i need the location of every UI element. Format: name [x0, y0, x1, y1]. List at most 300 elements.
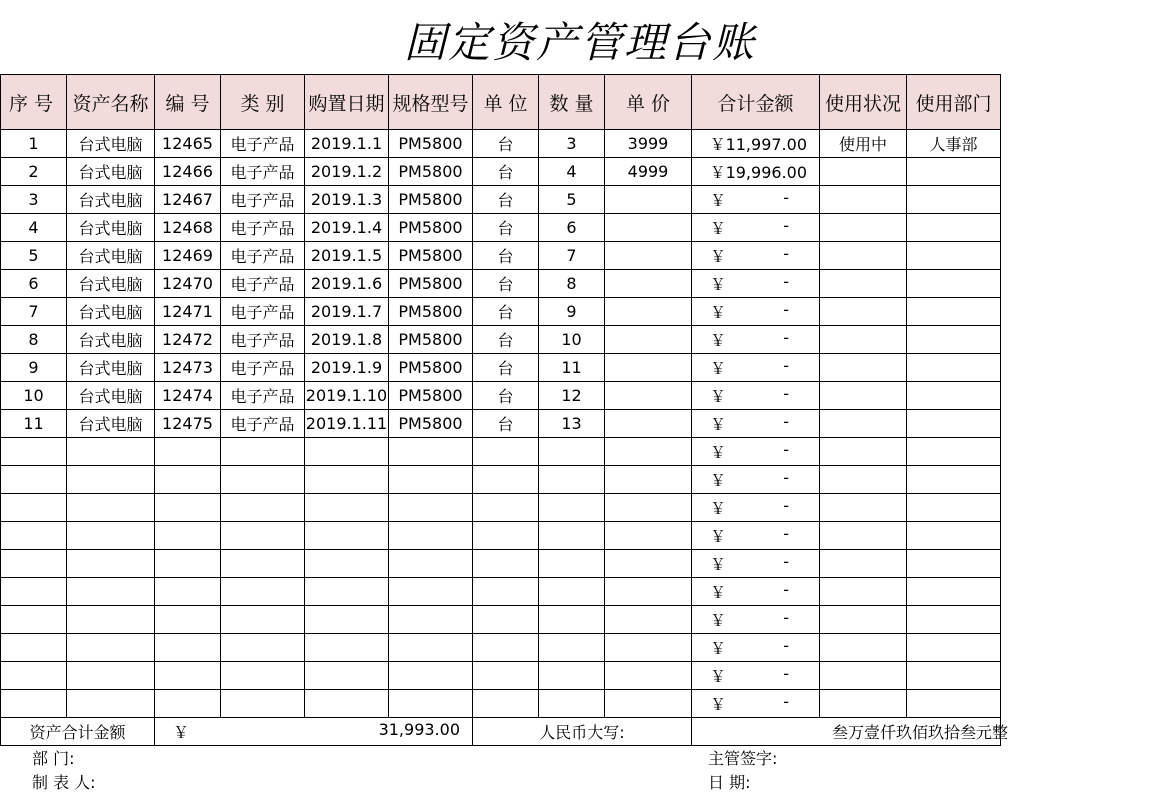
header-cell: 类 别 [221, 75, 305, 130]
cell-status[interactable] [820, 662, 907, 690]
cell-unit[interactable] [473, 522, 539, 550]
cell-date[interactable]: 2019.1.5 [305, 242, 389, 270]
cell-qty[interactable] [539, 606, 605, 634]
cell-qty[interactable] [539, 522, 605, 550]
cell-code[interactable] [155, 522, 221, 550]
cell-price[interactable] [605, 214, 692, 242]
cell-price[interactable] [605, 438, 692, 466]
cell-cat[interactable]: 电子产品 [221, 298, 305, 326]
cell-code[interactable]: 12468 [155, 214, 221, 242]
cell-dept[interactable] [907, 578, 1001, 606]
cell-total[interactable] [692, 634, 820, 662]
cell-status[interactable] [820, 522, 907, 550]
cell-name[interactable] [67, 634, 155, 662]
cell-code[interactable]: 12471 [155, 298, 221, 326]
cell-unit[interactable]: 台 [473, 158, 539, 186]
cell-dept[interactable] [907, 298, 1001, 326]
cell-unit[interactable]: 台 [473, 410, 539, 438]
currency-symbol: ￥ [710, 247, 727, 266]
cell-no[interactable]: 11 [1, 410, 67, 438]
cell-status[interactable] [820, 438, 907, 466]
cell-dept[interactable] [907, 354, 1001, 382]
cell-date[interactable] [305, 550, 389, 578]
cell-unit[interactable]: 台 [473, 382, 539, 410]
cell-code[interactable]: 12473 [155, 354, 221, 382]
cell-status[interactable] [820, 606, 907, 634]
cell-model[interactable]: PM5800 [389, 130, 473, 158]
cell-no[interactable] [1, 466, 67, 494]
cell-status[interactable] [820, 298, 907, 326]
cell-total[interactable] [692, 354, 820, 382]
cell-qty[interactable] [539, 438, 605, 466]
cell-total[interactable]: ￥11,997.00 [692, 130, 820, 158]
cell-no[interactable]: 3 [1, 186, 67, 214]
cell-name[interactable] [67, 606, 155, 634]
cell-date[interactable]: 2019.1.10 [305, 382, 389, 410]
cell-code[interactable]: 12465 [155, 130, 221, 158]
cell-cat[interactable] [221, 466, 305, 494]
cell-name[interactable] [67, 578, 155, 606]
currency-symbol: ￥ [710, 527, 727, 546]
cell-name[interactable]: 台式电脑 [67, 186, 155, 214]
cell-model[interactable]: PM5800 [389, 242, 473, 270]
cell-dept[interactable] [907, 606, 1001, 634]
cell-date[interactable] [305, 522, 389, 550]
cell-price[interactable] [605, 270, 692, 298]
cell-qty[interactable]: 13 [539, 410, 605, 438]
total-label[interactable]: 资产合计金额 [1, 718, 155, 746]
cell-qty[interactable]: 8 [539, 270, 605, 298]
cell-date[interactable] [305, 466, 389, 494]
total-currency: ￥ [173, 723, 190, 742]
header-cell [1, 75, 67, 130]
cell-total[interactable] [692, 550, 820, 578]
dash: - [783, 300, 789, 319]
cell-model[interactable]: PM5800 [389, 270, 473, 298]
cell-total[interactable] [692, 522, 820, 550]
cell-code[interactable] [155, 690, 221, 718]
cell-date[interactable] [305, 690, 389, 718]
table-row [1, 606, 1001, 634]
cell-unit[interactable] [473, 606, 539, 634]
cell-dept[interactable] [907, 382, 1001, 410]
cell-price[interactable] [605, 578, 692, 606]
cell-price[interactable] [605, 326, 692, 354]
cell-price[interactable] [605, 494, 692, 522]
cell-price[interactable] [605, 662, 692, 690]
cell-status[interactable] [820, 466, 907, 494]
cell-cat[interactable]: 电子产品 [221, 214, 305, 242]
cell-price[interactable] [605, 186, 692, 214]
cell-dept[interactable] [907, 466, 1001, 494]
cell-price[interactable] [605, 298, 692, 326]
cell-price[interactable]: 4999 [605, 158, 692, 186]
rmb-label[interactable]: 人民币大写: [473, 718, 692, 746]
cell-qty[interactable]: 7 [539, 242, 605, 270]
cell-no[interactable] [1, 550, 67, 578]
currency-symbol: ￥ [710, 387, 727, 406]
ledger-body [1, 130, 1001, 718]
cell-date[interactable] [305, 662, 389, 690]
cell-code[interactable] [155, 578, 221, 606]
cell-total[interactable] [692, 606, 820, 634]
cell-no[interactable] [1, 690, 67, 718]
cell-dept[interactable] [907, 410, 1001, 438]
cell-unit[interactable] [473, 494, 539, 522]
cell-status[interactable] [820, 578, 907, 606]
cell-no[interactable] [1, 438, 67, 466]
cell-code[interactable] [155, 550, 221, 578]
cell-no[interactable]: 6 [1, 270, 67, 298]
cell-model[interactable] [389, 522, 473, 550]
table-row [1, 186, 1001, 214]
cell-date[interactable] [305, 578, 389, 606]
cell-code[interactable]: 12469 [155, 242, 221, 270]
cell-status[interactable] [820, 410, 907, 438]
cell-qty[interactable]: 6 [539, 214, 605, 242]
cell-qty[interactable]: 12 [539, 382, 605, 410]
cell-unit[interactable]: 台 [473, 130, 539, 158]
cell-price[interactable] [605, 410, 692, 438]
cell-date[interactable]: 2019.1.7 [305, 298, 389, 326]
cell-cat[interactable] [221, 550, 305, 578]
dash: - [783, 664, 789, 683]
cell-no[interactable] [1, 522, 67, 550]
cell-price[interactable] [605, 466, 692, 494]
cell-model[interactable]: PM5800 [389, 158, 473, 186]
header-cell: 合计金额 [692, 75, 820, 130]
cell-price[interactable] [605, 606, 692, 634]
cell-cat[interactable]: 电子产品 [221, 242, 305, 270]
cell-code[interactable] [155, 634, 221, 662]
rmb-value[interactable]: 叁万壹仟玖佰玖拾叁元整 [692, 718, 1001, 746]
cell-dept[interactable] [907, 158, 1001, 186]
cell-code[interactable] [155, 466, 221, 494]
cell-price[interactable] [605, 690, 692, 718]
cell-qty[interactable]: 10 [539, 326, 605, 354]
cell-date[interactable]: 2019.1.11 [305, 410, 389, 438]
cell-name[interactable] [67, 522, 155, 550]
cell-qty[interactable] [539, 578, 605, 606]
total-row [1, 718, 1001, 746]
cell-total[interactable] [692, 298, 820, 326]
cell-status[interactable] [820, 214, 907, 242]
cell-total[interactable] [692, 466, 820, 494]
cell-cat[interactable] [221, 662, 305, 690]
table-row [1, 214, 1001, 242]
cell-total[interactable] [692, 242, 820, 270]
dash: - [783, 496, 789, 515]
cell-dept[interactable] [907, 634, 1001, 662]
cell-dept[interactable] [907, 214, 1001, 242]
cell-dept[interactable] [907, 186, 1001, 214]
header-cell: 资产名称 [67, 75, 155, 130]
cell-cat[interactable] [221, 690, 305, 718]
cell-status[interactable] [820, 634, 907, 662]
cell-price[interactable] [605, 634, 692, 662]
cell-date[interactable]: 2019.1.4 [305, 214, 389, 242]
cell-dept[interactable]: 人事部 [907, 130, 1001, 158]
cell-unit[interactable] [473, 634, 539, 662]
cell-name[interactable]: 台式电脑 [67, 298, 155, 326]
cell-status[interactable] [820, 494, 907, 522]
cell-cat[interactable] [221, 494, 305, 522]
cell-total[interactable] [692, 410, 820, 438]
cell-model[interactable] [389, 662, 473, 690]
cell-date[interactable]: 2019.1.3 [305, 186, 389, 214]
cell-model[interactable] [389, 494, 473, 522]
cell-unit[interactable]: 台 [473, 354, 539, 382]
cell-unit[interactable]: 台 [473, 298, 539, 326]
currency-symbol: ￥ [710, 639, 727, 658]
cell-status[interactable]: 使用中 [820, 130, 907, 158]
cell-code[interactable]: 12472 [155, 326, 221, 354]
maker-label: 制 表 人: [32, 773, 96, 792]
cell-total[interactable]: ￥19,996.00 [692, 158, 820, 186]
cell-qty[interactable] [539, 466, 605, 494]
currency-symbol: ￥ [710, 667, 727, 686]
cell-no[interactable] [1, 634, 67, 662]
table-row [1, 298, 1001, 326]
currency-symbol: ￥ [710, 359, 727, 378]
cell-no[interactable] [1, 662, 67, 690]
cell-unit[interactable] [473, 578, 539, 606]
table-row [1, 410, 1001, 438]
table-row [1, 242, 1001, 270]
cell-name[interactable]: 台式电脑 [67, 410, 155, 438]
cell-no[interactable]: 10 [1, 382, 67, 410]
cell-unit[interactable]: 台 [473, 242, 539, 270]
cell-total[interactable] [692, 326, 820, 354]
dash: - [783, 244, 789, 263]
cell-name[interactable]: 台式电脑 [67, 382, 155, 410]
cell-price[interactable] [605, 354, 692, 382]
cell-model[interactable] [389, 550, 473, 578]
cell-price[interactable] [605, 522, 692, 550]
cell-code[interactable]: 12466 [155, 158, 221, 186]
cell-no[interactable]: 4 [1, 214, 67, 242]
cell-dept[interactable] [907, 662, 1001, 690]
cell-model[interactable] [389, 466, 473, 494]
cell-model[interactable] [389, 438, 473, 466]
cell-status[interactable] [820, 158, 907, 186]
table-row [1, 326, 1001, 354]
cell-date[interactable]: 2019.1.8 [305, 326, 389, 354]
cell-model[interactable] [389, 634, 473, 662]
currency-symbol: ￥ [710, 275, 727, 294]
cell-code[interactable]: 12470 [155, 270, 221, 298]
cell-date[interactable] [305, 494, 389, 522]
currency-symbol: ￥ [710, 611, 727, 630]
cell-cat[interactable]: 电子产品 [221, 270, 305, 298]
cell-date[interactable] [305, 438, 389, 466]
cell-total[interactable] [692, 494, 820, 522]
table-row [1, 382, 1001, 410]
cell-model[interactable]: PM5800 [389, 410, 473, 438]
cell-cat[interactable]: 电子产品 [221, 410, 305, 438]
cell-dept[interactable] [907, 326, 1001, 354]
cell-unit[interactable] [473, 690, 539, 718]
cell-model[interactable] [389, 606, 473, 634]
cell-name[interactable]: 台式电脑 [67, 130, 155, 158]
cell-total[interactable] [692, 186, 820, 214]
cell-name[interactable] [67, 690, 155, 718]
total-amount-cell[interactable] [155, 718, 473, 746]
cell-name[interactable]: 台式电脑 [67, 270, 155, 298]
cell-no[interactable]: 2 [1, 158, 67, 186]
cell-model[interactable]: PM5800 [389, 382, 473, 410]
cell-date[interactable]: 2019.1.2 [305, 158, 389, 186]
cell-status[interactable] [820, 382, 907, 410]
cell-name[interactable] [67, 438, 155, 466]
cell-status[interactable] [820, 270, 907, 298]
cell-date[interactable] [305, 606, 389, 634]
cell-cat[interactable]: 电子产品 [221, 130, 305, 158]
cell-cat[interactable]: 电子产品 [221, 158, 305, 186]
cell-no[interactable]: 7 [1, 298, 67, 326]
cell-qty[interactable]: 9 [539, 298, 605, 326]
cell-date[interactable]: 2019.1.1 [305, 130, 389, 158]
cell-code[interactable]: 12467 [155, 186, 221, 214]
dash: - [783, 272, 789, 291]
cell-code[interactable]: 12475 [155, 410, 221, 438]
cell-status[interactable] [820, 550, 907, 578]
cell-unit[interactable]: 台 [473, 186, 539, 214]
cell-cat[interactable]: 电子产品 [221, 326, 305, 354]
cell-model[interactable]: PM5800 [389, 298, 473, 326]
cell-name[interactable]: 台式电脑 [67, 214, 155, 242]
cell-dept[interactable] [907, 270, 1001, 298]
cell-no[interactable] [1, 494, 67, 522]
cell-no[interactable]: 8 [1, 326, 67, 354]
cell-dept[interactable] [907, 522, 1001, 550]
cell-name[interactable]: 台式电脑 [67, 354, 155, 382]
cell-total[interactable] [692, 438, 820, 466]
cell-unit[interactable] [473, 550, 539, 578]
cell-cat[interactable] [221, 522, 305, 550]
cell-qty[interactable]: 4 [539, 158, 605, 186]
cell-name[interactable] [67, 550, 155, 578]
cell-unit[interactable] [473, 662, 539, 690]
cell-status[interactable] [820, 326, 907, 354]
cell-qty[interactable] [539, 662, 605, 690]
cell-cat[interactable] [221, 606, 305, 634]
cell-qty[interactable]: 5 [539, 186, 605, 214]
cell-name[interactable]: 台式电脑 [67, 326, 155, 354]
cell-status[interactable] [820, 242, 907, 270]
cell-dept[interactable] [907, 438, 1001, 466]
dash: - [783, 328, 789, 347]
cell-total[interactable] [692, 662, 820, 690]
cell-no[interactable] [1, 606, 67, 634]
cell-no[interactable]: 9 [1, 354, 67, 382]
cell-dept[interactable] [907, 690, 1001, 718]
cell-unit[interactable]: 台 [473, 326, 539, 354]
total-amount: 31,993.00 [378, 720, 460, 739]
currency-symbol: ￥ [710, 191, 727, 210]
date-label: 日 期: [708, 773, 751, 792]
cell-model[interactable]: PM5800 [389, 214, 473, 242]
cell-code[interactable] [155, 438, 221, 466]
cell-no[interactable]: 1 [1, 130, 67, 158]
cell-price[interactable]: 3999 [605, 130, 692, 158]
cell-status[interactable] [820, 690, 907, 718]
cell-name[interactable]: 台式电脑 [67, 158, 155, 186]
cell-name[interactable] [67, 494, 155, 522]
cell-status[interactable] [820, 186, 907, 214]
cell-cat[interactable]: 电子产品 [221, 354, 305, 382]
cell-name[interactable]: 台式电脑 [67, 242, 155, 270]
header-cell: 单 位 [473, 75, 539, 130]
cell-total[interactable] [692, 578, 820, 606]
cell-status[interactable] [820, 354, 907, 382]
cell-unit[interactable] [473, 438, 539, 466]
cell-cat[interactable]: 电子产品 [221, 186, 305, 214]
cell-qty[interactable] [539, 690, 605, 718]
header-cell: 数 量 [539, 75, 605, 130]
cell-total[interactable] [692, 690, 820, 718]
table-row [1, 270, 1001, 298]
cell-unit[interactable]: 台 [473, 270, 539, 298]
currency-symbol: ￥ [710, 219, 727, 238]
cell-price[interactable] [605, 550, 692, 578]
cell-name[interactable] [67, 466, 155, 494]
cell-cat[interactable] [221, 634, 305, 662]
cell-total[interactable] [692, 270, 820, 298]
cell-qty[interactable] [539, 550, 605, 578]
cell-qty[interactable] [539, 634, 605, 662]
cell-code[interactable]: 12474 [155, 382, 221, 410]
cell-total[interactable] [692, 382, 820, 410]
table-row [1, 634, 1001, 662]
cell-no[interactable] [1, 578, 67, 606]
cell-name[interactable] [67, 662, 155, 690]
asset-ledger-table [0, 74, 1009, 746]
cell-dept[interactable] [907, 550, 1001, 578]
cell-qty[interactable]: 3 [539, 130, 605, 158]
cell-total[interactable] [692, 214, 820, 242]
cell-cat[interactable] [221, 438, 305, 466]
cell-model[interactable]: PM5800 [389, 186, 473, 214]
cell-model[interactable]: PM5800 [389, 326, 473, 354]
cell-dept[interactable] [907, 242, 1001, 270]
cell-model[interactable] [389, 690, 473, 718]
dash: - [783, 412, 789, 431]
currency-symbol: ￥ [710, 443, 727, 462]
cell-qty[interactable]: 11 [539, 354, 605, 382]
cell-date[interactable] [305, 634, 389, 662]
cell-dept[interactable] [907, 494, 1001, 522]
cell-unit[interactable]: 台 [473, 214, 539, 242]
page-title: 固定资产管理台账 [403, 18, 756, 67]
cell-no[interactable]: 5 [1, 242, 67, 270]
cell-qty[interactable] [539, 494, 605, 522]
cell-code[interactable] [155, 494, 221, 522]
cell-date[interactable]: 2019.1.9 [305, 354, 389, 382]
cell-cat[interactable] [221, 578, 305, 606]
currency-symbol: ￥ [710, 695, 727, 714]
cell-code[interactable] [155, 606, 221, 634]
cell-cat[interactable]: 电子产品 [221, 382, 305, 410]
cell-code[interactable] [155, 662, 221, 690]
cell-price[interactable] [605, 382, 692, 410]
cell-date[interactable]: 2019.1.6 [305, 270, 389, 298]
cell-model[interactable] [389, 578, 473, 606]
currency-symbol: ￥ [710, 471, 727, 490]
cell-price[interactable] [605, 242, 692, 270]
cell-model[interactable]: PM5800 [389, 354, 473, 382]
cell-unit[interactable] [473, 466, 539, 494]
